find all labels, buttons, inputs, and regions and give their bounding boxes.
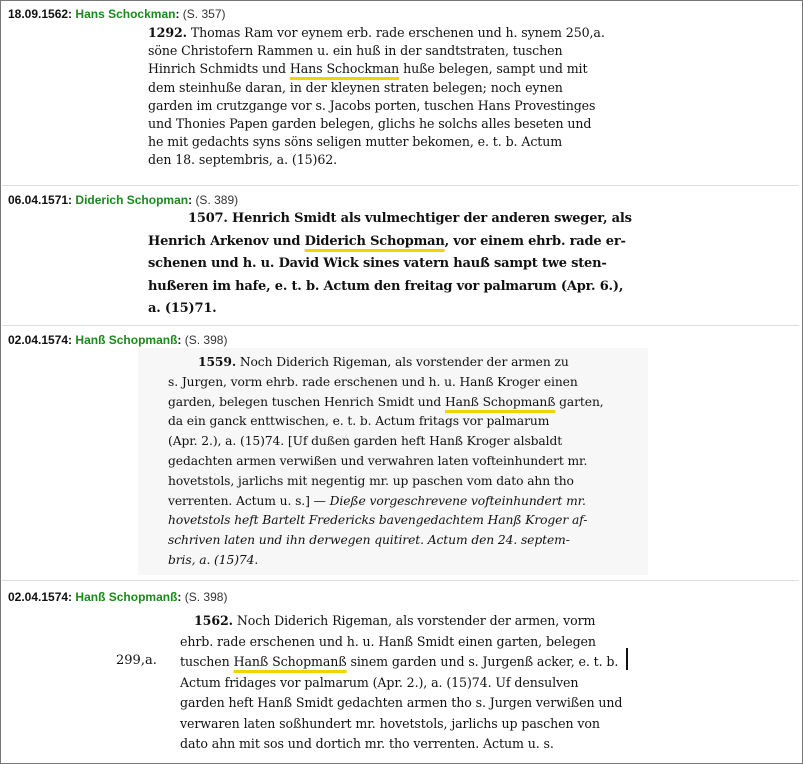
scan-line: tuschen Hanß Schopmanß sinem garden und s. Jurgenß acker, e. t. b. [180,654,619,669]
scan-line: Henrich Arkenov und Diderich Schopman, vor einem ehrb. rade er- [148,233,626,249]
scan-line: söne Christofern Rammen u. ein huß in der sandtstraten, tuschen [148,43,563,59]
entry-header-1: 18.09.1562: Hans Schockman: (S. 357) [8,7,226,21]
entry-page-ref: (S. 357) [182,7,226,21]
entry-date: 02.04.1574: [8,590,73,604]
scan-line: 1507. Henrich Smidt als vulmechtiger der anderen sweger, als [148,208,632,231]
scan-line: garden im crutzgange vor s. Jacobs porten, tuschen Hans Provestinges [148,97,596,113]
highlighted-name: Hanß Schopmanß [445,394,556,409]
scan-line: 1562. Noch Diderich Rigeman, als vorstender der armen, vorm [180,611,622,632]
scan-line: da ein ganck enttwischen, e. t. b. Actum fritags vor palmarum [168,414,550,429]
entry-date: 06.04.1571: [8,193,73,207]
scan-line: garden heft Hanß Smidt gedachten armen tho s. Jurgen verwißen und [180,695,623,710]
scan-line: (Apr. 2.), a. (15)74. [Uf dußen garden heft Hanß Kroger alsbaldt [168,434,563,449]
entry-page-ref: (S. 398) [184,590,228,604]
highlighted-name: Diderich Schopman [304,233,445,249]
scan-line: 1292. Thomas Ram vor eynem erb. rade erschenen und h. synem 250,a. [148,25,605,40]
scan-line: Hinrich Schmidts und Hans Schockman huße belegen, sampt und mit [148,61,588,77]
entry-number: 1507. [188,211,228,226]
scan-line: hovetstols, jarlichs mit negentig mr. up paschen vom dato ahn tho [168,473,574,488]
entry-number: 1292. [148,25,187,40]
entry-date: 18.09.1562: [8,7,73,21]
scan-line: dato ahn mit sos und dortich mr. tho verrenten. Actum u. s. [180,736,554,751]
entry-divider [2,580,799,581]
scan-line: a. (15)71. [148,301,217,316]
entry-header-3: 02.04.1574: Hanß Schopmanß: (S. 398) [8,333,228,347]
scan-line: hußeren im hafe, e. t. b. Actum den freitag vor palmarum (Apr. 6.), [148,278,624,294]
entry-number: 1562. [194,613,233,628]
entry-page-ref: (S. 398) [184,333,228,347]
scan-line: dem steinhuße daran, in der kleynen straten belegen; noch eynen [148,79,563,95]
margin-page-note: 299,a. [116,653,157,668]
entry-page-ref: (S. 389) [195,193,239,207]
entry-date: 02.04.1574: [8,333,73,347]
scan-excerpt-2 [148,208,632,321]
scan-line: verwaren laten soßhundert mr. hovetstols, jarlichs up paschen von [180,715,600,731]
entry-number: 1559. [198,354,237,369]
scan-line: den 18. septembris, a. (15)62. [148,152,338,168]
scan-line: schriven laten und ihn derwegen quitiret. Actum den 24. septem- [168,533,570,548]
scan-line: schenen und h. u. David Wick sines vatern hauß sampt twe sten- [148,256,607,271]
entry-name: Hanß Schopmanß [75,590,178,604]
entry-header-2: 06.04.1571: Diderich Schopman: (S. 389) [8,193,239,207]
scan-line: bris, a. (15)74. [168,552,259,567]
entry-name: Diderich Schopman [75,193,189,207]
scan-excerpt-4 [180,611,622,755]
entry-divider [2,325,799,326]
entry-divider [2,185,799,186]
scan-excerpt-3 [138,348,648,575]
scan-line: Actum fridages vor palmarum (Apr. 2.), a. (15)74. Uf densulven [180,674,579,690]
scan-line: garden, belegen tuschen Henrich Smidt und Hanß Schopmanß garten, [168,394,604,409]
scan-line: ehrb. rade erschenen und h. u. Hanß Smidt einen garten, belegen [180,633,596,649]
highlighted-name: Hans Schockman [289,61,400,77]
entry-name: Hanß Schopmanß [75,333,178,347]
scan-line: verrenten. Actum u. s.] — Dieße vorgeschrevene vofteinhundert mr. [168,493,586,508]
entry-name: Hans Schockman [75,7,176,21]
scan-line: hovetstols heft Bartelt Fredericks bavengedachtem Hanß Kroger af- [168,513,588,528]
scan-excerpt-1 [148,24,605,170]
scan-line: s. Jurgen, vorm ehrb. rade erschenen und h. u. Hanß Kroger einen [168,374,578,389]
scan-line: he mit gedachts syns söns seligen mutter bekomen, e. t. b. Actum [148,134,563,150]
entry-header-4: 02.04.1574: Hanß Schopmanß: (S. 398) [8,590,228,604]
scan-line: gedachten armen verwißen und verwahren laten vofteinhundert mr. [168,453,588,468]
scan-line: und Thonies Papen garden belegen, glichs he solchs alles beseten und [148,116,592,132]
highlighted-name: Hanß Schopmanß [233,654,347,669]
scan-line: 1559. Noch Diderich Rigeman, als vorstender der armen zu [168,352,640,373]
scan-column-mark [626,648,628,670]
